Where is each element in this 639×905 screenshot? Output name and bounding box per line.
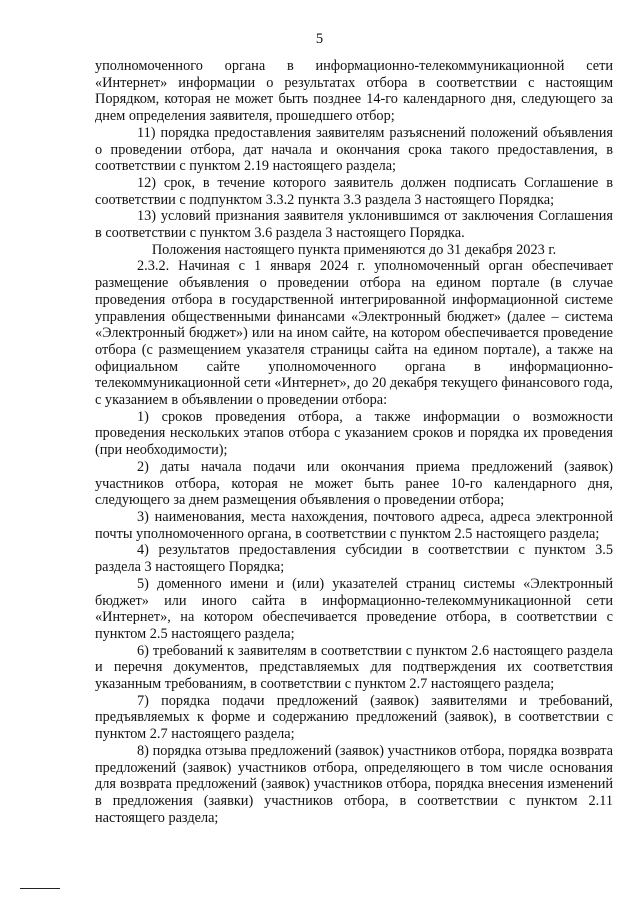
- clause-2-3-2: 2.3.2. Начиная с 1 января 2024 г. уполномоченный орган обеспечивает размещение объявления о проведении отбора на едином портале (в случае проведения отбора в государственной интегрированной информационной системе управления общественными финансами «Электронный бюджет» (далее – система «Электронный бюджет») или на ином сайте, на котором обеспечивается проведение отбора (с размещением указателя страницы сайта на едином портале), а также на официальном сайте уполномоченного органа в информационно-телекоммуникационной сети «Интернет», до 20 декабря текущего финансового года, с указанием в объявлении о проведении отбора:: [95, 258, 613, 409]
- list-item-3: 3) наименования, места нахождения, почтового адреса, адреса электронной почты уполномоченного органа, в соответствии с пунктом 2.5 настоящего раздела;: [95, 508, 613, 542]
- list-item-6: 6) требований к заявителям в соответствии с пунктом 2.6 настоящего раздела и перечня документов, представляемых для подтверждения их соответствия указанным требованиям, в соответствии с пунктом 2.7 настоящего раздела;: [95, 642, 613, 693]
- list-item-2: 2) даты начала подачи или окончания приема предложений (заявок) участников отбора, которая не может быть ранее 10-го календарного дня, следующего за днем размещения объявления о проведении отбора;: [95, 458, 613, 509]
- list-item-5: 5) доменного имени и (или) указателей страниц системы «Электронный бюджет» или иного сайта в информационно-телекоммуникационной сети «Интернет», на котором обеспечивается проведение отбора, в соответствии с пунктом 2.5 настоящего раздела;: [95, 575, 613, 642]
- paragraph-continuation: уполномоченного органа в информационно-телекоммуникационной сети «Интернет» информации о результатах отбора в соответствии с настоящим Порядком, которая не может быть позднее 14-го календарного дня, следующего за днем определения заявителя, прошедшего отбор;: [95, 58, 613, 125]
- list-item-1: 1) сроков проведения отбора, а также информации о возможности проведения нескольких этапов отбора с указанием сроков и порядка их проведения (при необходимости);: [95, 408, 613, 459]
- validity-note: Положения настоящего пункта применяются до 31 декабря 2023 г.: [151, 241, 557, 258]
- list-item-7: 7) порядка подачи предложений (заявок) заявителями и требований, предъявляемых к форме и содержанию предложений (заявок), в соответствии с пунктом 2.7 настоящего раздела;: [95, 692, 613, 743]
- list-item-12: 12) срок, в течение которого заявитель должен подписать Соглашение в соответствии с подпунктом 3.3.2 пункта 3.3 раздела 3 настоящего Порядка;: [95, 174, 613, 208]
- list-item-4: 4) результатов предоставления субсидии в соответствии с пунктом 3.5 раздела 3 настоящего Порядка;: [95, 542, 613, 576]
- list-item-11: 11) порядка предоставления заявителям разъяснений положений объявления о проведении отбора, дат начала и окончания срока такого предоставления, в соответствии с пунктом 2.19 настоящего раздела;: [95, 124, 613, 175]
- footnote-rule: [20, 888, 60, 889]
- document-body: [95, 58, 613, 826]
- list-item-8: 8) порядка отзыва предложений (заявок) участников отбора, порядка возврата предложений (заявок) участников отбора, определяющего в том числе основания для возврата предложений (заявок) участников отбора, порядка внесения изменений в предложения (заявки) участников отбора, в соответствии с пунктом 2.11 настоящего раздела;: [95, 742, 613, 826]
- page-number: 5: [315, 31, 324, 47]
- list-item-13: 13) условий признания заявителя уклонившимся от заключения Соглашения в соответствии с пунктом 3.6 раздела 3 настоящего Порядка.: [95, 208, 613, 242]
